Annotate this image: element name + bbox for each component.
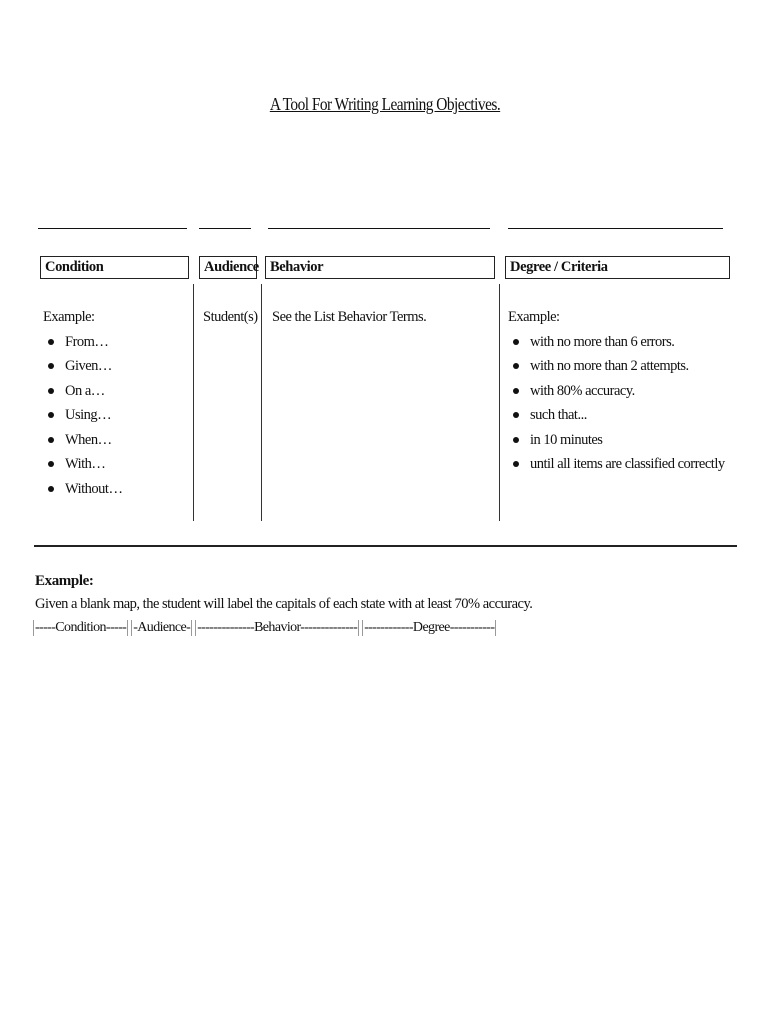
blank-line-audience xyxy=(199,228,251,229)
list-item: Without… xyxy=(43,477,122,502)
example-parts xyxy=(33,620,499,636)
example-part-degree: ------------Degree----------- xyxy=(364,620,495,635)
section-divider xyxy=(34,545,737,547)
example-sentence: Given a blank map, the student will label the capitals of each state with at least 70% accuracy. xyxy=(35,596,533,612)
bullet-icon xyxy=(513,461,519,467)
list-item: Using… xyxy=(43,403,122,428)
column-divider-2 xyxy=(261,284,262,521)
behavior-text: See the List Behavior Terms. xyxy=(272,309,427,325)
condition-list xyxy=(43,330,122,502)
column-divider-1 xyxy=(193,284,194,521)
bullet-icon xyxy=(48,363,54,369)
example-part-behavior: --------------Behavior-------------- xyxy=(197,620,358,635)
bullet-icon xyxy=(513,339,519,345)
bullet-icon xyxy=(48,388,54,394)
bullet-icon xyxy=(513,363,519,369)
list-item: with 80% accuracy. xyxy=(508,379,725,404)
example-part-audience: -Audience- xyxy=(133,620,191,635)
bullet-icon xyxy=(513,388,519,394)
example-part-condition: -----Condition----- xyxy=(35,620,127,635)
bullet-icon xyxy=(48,412,54,418)
bullet-icon xyxy=(48,486,54,492)
document-title: A Tool For Writing Learning Objectives. xyxy=(269,94,501,114)
bullet-icon xyxy=(48,339,54,345)
blank-line-degree xyxy=(508,228,723,229)
column-divider-3 xyxy=(499,284,500,521)
list-item: in 10 minutes xyxy=(508,428,725,453)
list-item: such that... xyxy=(508,403,725,428)
list-item: From… xyxy=(43,330,122,355)
list-item: until all items are classified correctly xyxy=(508,452,725,477)
behavior-header: Behavior xyxy=(265,256,495,279)
degree-header: Degree / Criteria xyxy=(505,256,730,279)
list-item: with no more than 2 attempts. xyxy=(508,354,725,379)
degree-intro: Example: xyxy=(508,309,560,325)
bullet-icon xyxy=(48,461,54,467)
list-item: On a… xyxy=(43,379,122,404)
blank-line-behavior xyxy=(268,228,490,229)
list-item: When… xyxy=(43,428,122,453)
condition-column xyxy=(43,305,122,501)
blank-line-condition xyxy=(38,228,187,229)
list-item: Given… xyxy=(43,354,122,379)
bullet-icon xyxy=(513,412,519,418)
example-heading: Example: xyxy=(35,573,94,589)
audience-header: Audience xyxy=(199,256,257,279)
bullet-icon xyxy=(513,437,519,443)
audience-text: Student(s) xyxy=(203,309,258,325)
list-item: with no more than 6 errors. xyxy=(508,330,725,355)
degree-column xyxy=(508,305,725,477)
condition-header: Condition xyxy=(40,256,189,279)
bullet-icon xyxy=(48,437,54,443)
list-item: With… xyxy=(43,452,122,477)
condition-intro: Example: xyxy=(43,309,95,325)
degree-list xyxy=(508,330,725,477)
